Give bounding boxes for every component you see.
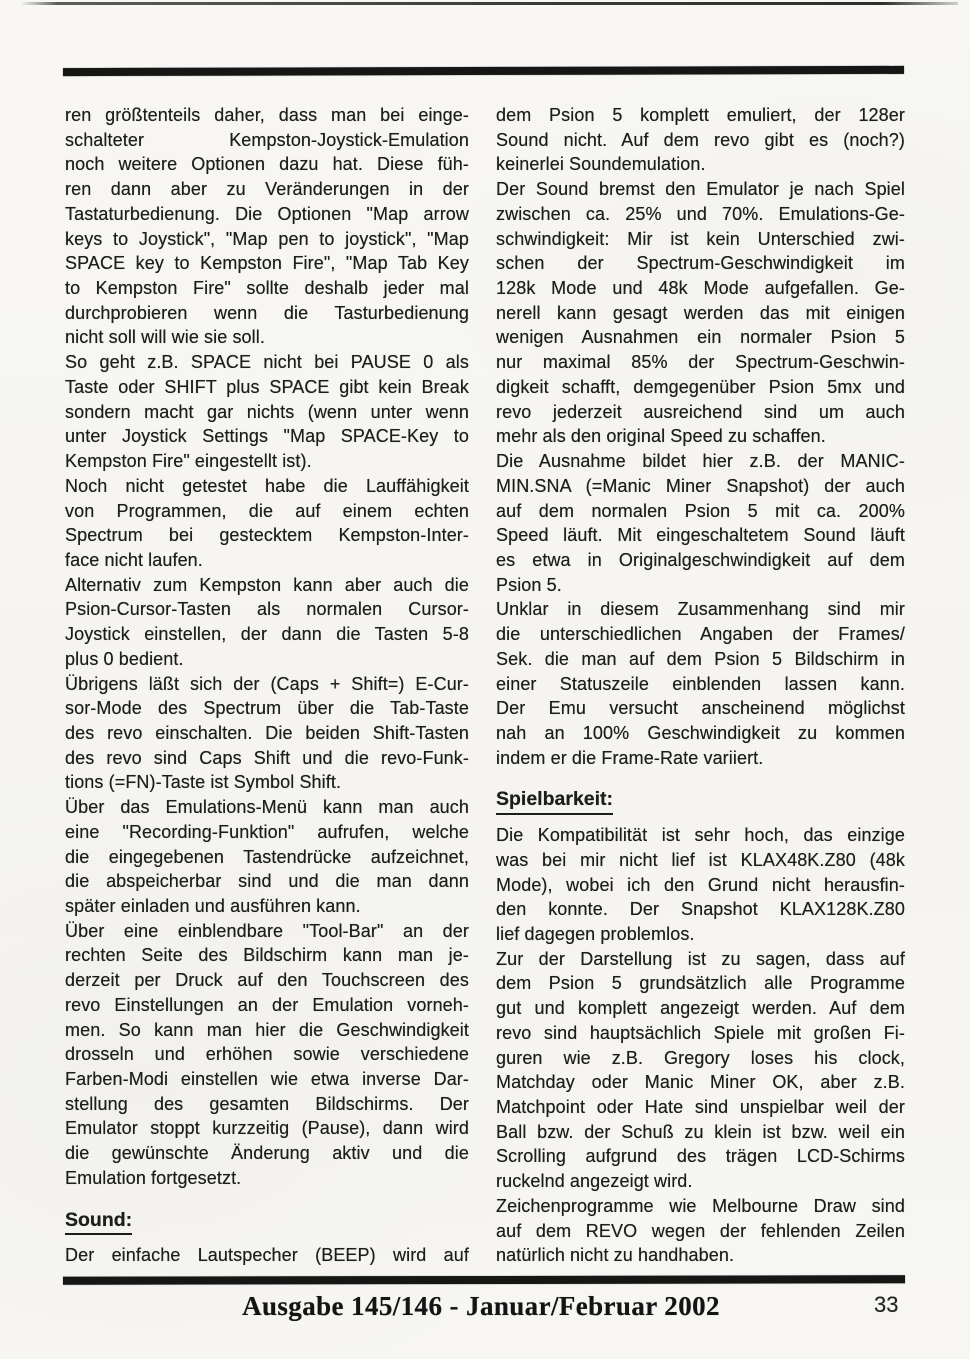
text-line: men. So kann man hier die Geschwindigkeit [65, 1019, 469, 1040]
text-line: MIN.SNA (=Manic Miner Snapshot) der auch [496, 475, 905, 496]
text-line: die gewünschte Änderung aktiv und die [65, 1143, 469, 1164]
text-line: ren dann aber zu Veränderungen in der [65, 179, 469, 200]
text-line: Psion-Cursor-Tasten als normalen Cursor- [65, 599, 469, 620]
text-line: SPACE key to Kempston Fire", "Map Tab Key [65, 253, 469, 274]
bottom-rule-divider [63, 1275, 905, 1284]
text-line: schalteter Kempston-Joystick-Emulation [65, 129, 469, 150]
text-line: schen der Spectrum-Geschwindigkeit im [496, 253, 905, 274]
text-line: Matchday oder Manic Miner OK, aber z.B. [496, 1072, 905, 1093]
paragraph [65, 350, 469, 474]
footer-issue-line: Ausgabe 145/146 - Januar/Februar 2002 [242, 1291, 720, 1321]
text-line: Emulation fortgesetzt. [65, 1167, 242, 1188]
text-line: Übrigens läßt sich der (Caps + Shift=) E-Cur- [65, 673, 469, 694]
text-line: revo sind hauptsächlich Spiele mit großen Fi- [496, 1022, 905, 1043]
text-line: die unterschiedlichen Angaben der Frames/ [496, 624, 905, 645]
text-line: ren größtenteils daher, dass man bei einge- [65, 105, 469, 125]
text-line: Mode), wobei ich den Grund nicht herausfin- [496, 874, 905, 895]
text-line: Kempston Fire" eingestellt ist). [65, 451, 312, 472]
text-line: einer Statuszeile einblenden lassen kann. [496, 673, 905, 694]
text-line: Noch nicht getestet habe die Lauffähigkeit [65, 475, 469, 496]
article-right-column [496, 103, 905, 1268]
text-line: natürlich nicht zu handhaben. [496, 1245, 735, 1266]
section-heading: Spielbarkeit: [496, 787, 613, 815]
paragraph [496, 947, 905, 1194]
text-line: ruckelnd angezeigt wird. [496, 1171, 693, 1192]
text-line: die abspeicherbar sind und die man dann [65, 871, 469, 892]
text-line: 128k Mode und 48k Mode aufgefallen. Ge- [496, 278, 905, 299]
text-line: Spectrum bei gestecktem Kempston-Inter- [65, 525, 469, 546]
text-line: des revo sind Caps Shift und die revo-Funk- [65, 747, 469, 768]
text-line: sor-Mode des Spectrum über die Tab-Taste [65, 698, 469, 719]
text-line: tions (=FN)-Taste ist Symbol Shift. [65, 772, 342, 793]
text-line: auf dem REVO wegen der fehlenden Zeilen [496, 1220, 905, 1241]
text-line: face nicht laufen. [65, 549, 203, 570]
text-line: Psion 5. [496, 574, 562, 595]
paragraph [496, 177, 905, 449]
text-line: Der Sound bremst den Emulator je nach Spiel [496, 179, 905, 200]
text-line: Der einfache Lautspecher (BEEP) wird auf [65, 1245, 469, 1266]
paragraph [496, 103, 905, 177]
text-line: Die Kompatibilität ist sehr hoch, das einzige [496, 825, 905, 846]
text-line: Zur der Darstellung ist zu sagen, dass auf [496, 948, 905, 969]
text-line: schwindigkeit: Mir ist kein Unterschied zwi- [496, 228, 905, 249]
text-line: Der Emu versucht anscheinend möglichst [496, 698, 905, 719]
text-line: Emulator stoppt kurzzeitig (Pause), dann wird [65, 1118, 469, 1139]
text-line: guren wie z.B. Gregory loses his clock, [496, 1047, 905, 1068]
text-line: keys to Joystick", "Map pen to joystick", "Map [65, 228, 469, 249]
text-line: Scrolling aufgrund des trägen LCD-Schirms [496, 1146, 905, 1167]
text-line: to Kempston Fire" sollte deshalb jeder mal [65, 278, 469, 299]
text-line: mehr als den original Speed zu schaffen. [496, 426, 826, 447]
text-line: rechten Seite des Bildschirm kann man je- [65, 945, 469, 966]
scan-edge-artifact [20, 2, 958, 5]
text-line: Matchpoint oder Hate sind unspielbar weil der [496, 1097, 905, 1118]
text-line: von Programmen, die auf einem echten [65, 500, 469, 521]
text-line: auf dem normalen Psion 5 mit ca. 200% [496, 500, 905, 521]
text-line: drosseln und erhöhen sowie verschiedene [65, 1044, 469, 1065]
article-left-column [65, 103, 469, 1268]
text-line: stellung des gesamten Bildschirms. Der [65, 1093, 469, 1114]
text-line: dem Psion 5 grundsätzlich alle Programme [496, 973, 905, 994]
text-line: revo jederzeit ausreichend sind um auch [496, 401, 905, 422]
text-line: nicht soll will wie sie soll. [65, 327, 265, 348]
text-line: es etwa in Originalgeschwindigkeit auf dem [496, 549, 905, 570]
text-line: keinerlei Soundemulation. [496, 154, 706, 175]
text-line: So geht z.B. SPACE nicht bei PAUSE 0 als [65, 352, 469, 373]
text-line: Speed läuft. Mit eingeschaltetem Sound läuft [496, 525, 905, 546]
text-line: Ball bzw. der Schuß zu klein ist bzw. weil ein [496, 1121, 905, 1142]
text-line: nah an 100% Geschwindigkeit zu kommen [496, 722, 905, 743]
text-line: sondern macht gar nichts (wenn unter wenn [65, 401, 469, 422]
paragraph [65, 103, 469, 350]
paragraph [496, 1194, 905, 1268]
text-line: Taste oder SHIFT plus SPACE gibt kein Break [65, 376, 469, 397]
text-line: noch weitere Optionen dazu hat. Diese füh- [65, 154, 469, 175]
text-line: den konnte. Der Snapshot KLAX128K.Z80 [496, 899, 905, 920]
paragraph [65, 474, 469, 573]
text-line: Sound nicht. Auf dem revo gibt es (noch?) [496, 129, 905, 150]
text-line: derzeit per Druck auf den Touchscreen des [65, 970, 469, 991]
text-line: Farben-Modi einstellen wie etwa inverse Dar- [65, 1069, 469, 1090]
paragraph [65, 573, 469, 672]
text-line: Tastaturbedienung. Die Optionen "Map arrow [65, 203, 469, 224]
text-line: des revo einschalten. Die beiden Shift-Tasten [65, 722, 469, 743]
paragraph [496, 823, 905, 947]
paragraph [65, 795, 469, 919]
paragraph [65, 672, 469, 796]
text-line: nur maximal 85% der Spectrum-Geschwin- [496, 352, 905, 373]
text-line: Zeichenprogramme wie Melbourne Draw sind [496, 1195, 905, 1216]
text-line: eine "Recording-Funktion" aufrufen, welche [65, 821, 469, 842]
text-line: durchprobieren wenn die Tasturbedienung [65, 302, 469, 323]
text-line: digkeit schafft, demgegenüber Psion 5mx und [496, 376, 905, 397]
text-line: Joystick einstellen, der dann die Tasten 5-8 [65, 624, 469, 645]
text-line: lief dagegen problemlos. [496, 924, 695, 944]
text-line: Die Ausnahme bildet hier z.B. der MANIC- [496, 451, 905, 472]
paragraph [65, 1243, 469, 1268]
text-line: zwischen ca. 25% und 70%. Emulations-Ge- [496, 203, 905, 224]
footer-page-number: 33 [874, 1292, 899, 1317]
text-line: revo Einstellungen an der Emulation vorneh- [65, 994, 469, 1015]
paragraph [496, 597, 905, 770]
text-line: indem er die Frame-Rate variiert. [496, 747, 764, 768]
text-line: Über eine einblendbare "Tool-Bar" an der [65, 920, 469, 941]
top-rule-divider [63, 66, 904, 76]
text-line: was bei mir nicht lief ist KLAX48K.Z80 (48k [496, 849, 905, 870]
text-line: später einladen und ausführen kann. [65, 896, 361, 916]
paragraph [496, 449, 905, 597]
text-line: dem Psion 5 komplett emuliert, der 128er [496, 105, 905, 125]
text-line: gut und komplett angezeigt werden. Auf dem [496, 998, 905, 1019]
text-line: Unklar in diesem Zusammenhang sind mir [496, 599, 905, 620]
text-line: wenigen Ausnahmen ein normaler Psion 5 [496, 327, 905, 348]
section-heading: Sound: [65, 1208, 132, 1236]
text-line: die eingegebenen Tastendrücke aufzeichnet, [65, 846, 469, 867]
text-line: unter Joystick Settings "Map SPACE-Key to [65, 426, 469, 447]
text-line: Über das Emulations-Menü kann man auch [65, 797, 469, 818]
paragraph [65, 919, 469, 1191]
text-line: nerell kann gesagt werden das mit einigen [496, 302, 905, 323]
text-line: plus 0 bedient. [65, 648, 184, 669]
text-line: Alternativ zum Kempston kann aber auch die [65, 574, 469, 595]
text-line: Sek. die man auf dem Psion 5 Bildschirm in [496, 648, 905, 669]
